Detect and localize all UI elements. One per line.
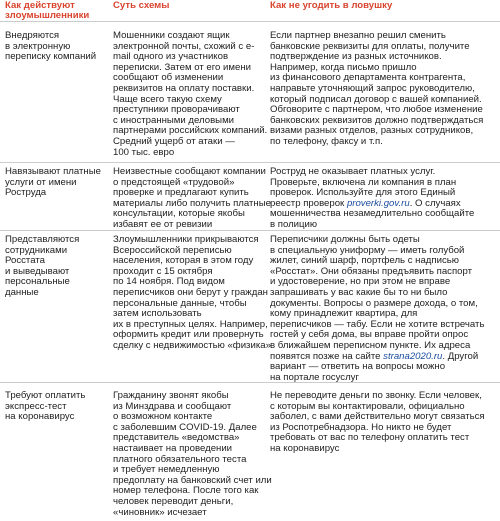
header-avoid: Как не угодить в ловушку	[270, 0, 393, 11]
table-row	[0, 235, 500, 383]
avoid-cell: Переписчики должны быть одеты в специальную униформу — иметь голубой жилет, синий шарф, портфель с надписью «Росстат». Они обязаны предъявить паспорт и удостоверение, но при этом не вправе запрашивать у вас какие бы то ни было документы. Вопросы о размере дохода, о том, кому принадлежит квартира, для переписчиков — табу. Если не хотите встречать гостей у себя дома, вы вправе пройти опрос в ближайшем переписном пункте. Их адреса появятся позже на сайте strana2020.ru. Другой вариант — ответить на вопросы можно на портале госуслуг	[270, 234, 485, 383]
header-scheme: Суть схемы	[113, 0, 170, 11]
scheme-cell: Злоумышленники прикрываются Всероссийской переписью населения, которая в этом году проходит с 15 октября по 14 ноября. Под видом переписчиков они берут у граждан персональные данные, чтобы затем использовать их в преступных целях. Например, оформить кредит или провернуть сделку с недвижимостью «физика»	[113, 234, 271, 351]
scheme-cell: Неизвестные сообщают компании о предстоящей «трудовой» проверке и предлагают купить материалы либо получить платные консультации, которые якобы избавят ее от ревизии	[113, 166, 271, 230]
table-header	[0, 0, 500, 22]
who-cell: Внедряются в электронную переписку компаний	[5, 30, 97, 63]
header-who: Как действуют злоумышленники	[5, 0, 90, 22]
who-cell: Требуют оплатить экспресс-тест на коронавирус	[5, 390, 86, 423]
proverki-link[interactable]: proverki.gov.ru	[346, 197, 410, 209]
table-row	[0, 167, 500, 231]
strana2020-link[interactable]: strana2020.ru	[383, 350, 443, 362]
scheme-cell: Мошенники создают ящик электронной почты, схожий с e- mail одного из участников переписки. Затем от его имени сообщают об изменении реквизитов на оплату поставки. Чаще всего такую схему преступники проворачивают с иностранными деловыми партнерами российских компаний. Средний ущерб от атаки — 100 тыс. евро	[113, 30, 268, 158]
avoid-cell: Не переводите деньги по звонку. Если человек, с которым вы контактировали, официально заболел, с вами действительно могут связаться из Роспотребнадзора. Но никто не будет требовать от вас по телефону оплатить тест на коронавирус	[270, 390, 485, 454]
avoid-cell: Роструд не оказывает платных услуг. Проверьте, включена ли компания в план проверок. Используйте для этого Единый реестр проверок proverki.gov.ru. О случаях мошенничества незамедлительно сообщайте в полицию	[270, 166, 475, 230]
who-cell: Навязывают платные услуги от имени Роструда	[5, 166, 101, 199]
who-cell: Представляются сотрудниками Росстата и выведывают персональные данные	[5, 234, 80, 298]
scheme-cell: Гражданину звонят якобы из Минздрава и сообщают о возможном контакте с заболевшим COVID-19. Далее представитель «ведомства» настаивает на проведении платного обязательного теста и требует немедленную предоплату на банковский счет или номер телефона. После того как человек переводит деньги, «чиновник» исчезает	[113, 390, 272, 518]
table-row	[0, 391, 500, 521]
table-row	[0, 31, 500, 163]
avoid-cell: Если партнер внезапно решил сменить банковские реквизиты для оплаты, получите подтверждение из разных источников. Например, когда письмо пришло из финансового департамента контрагента, направьте уточняющий запрос руководителю, который подписал договор с вашей компанией. Обговорите с партнером, что любое изменение банковских реквизитов должно подтверждаться визами разных отделов, разных сотрудников, по телефону, факсу и т.п.	[270, 30, 484, 147]
